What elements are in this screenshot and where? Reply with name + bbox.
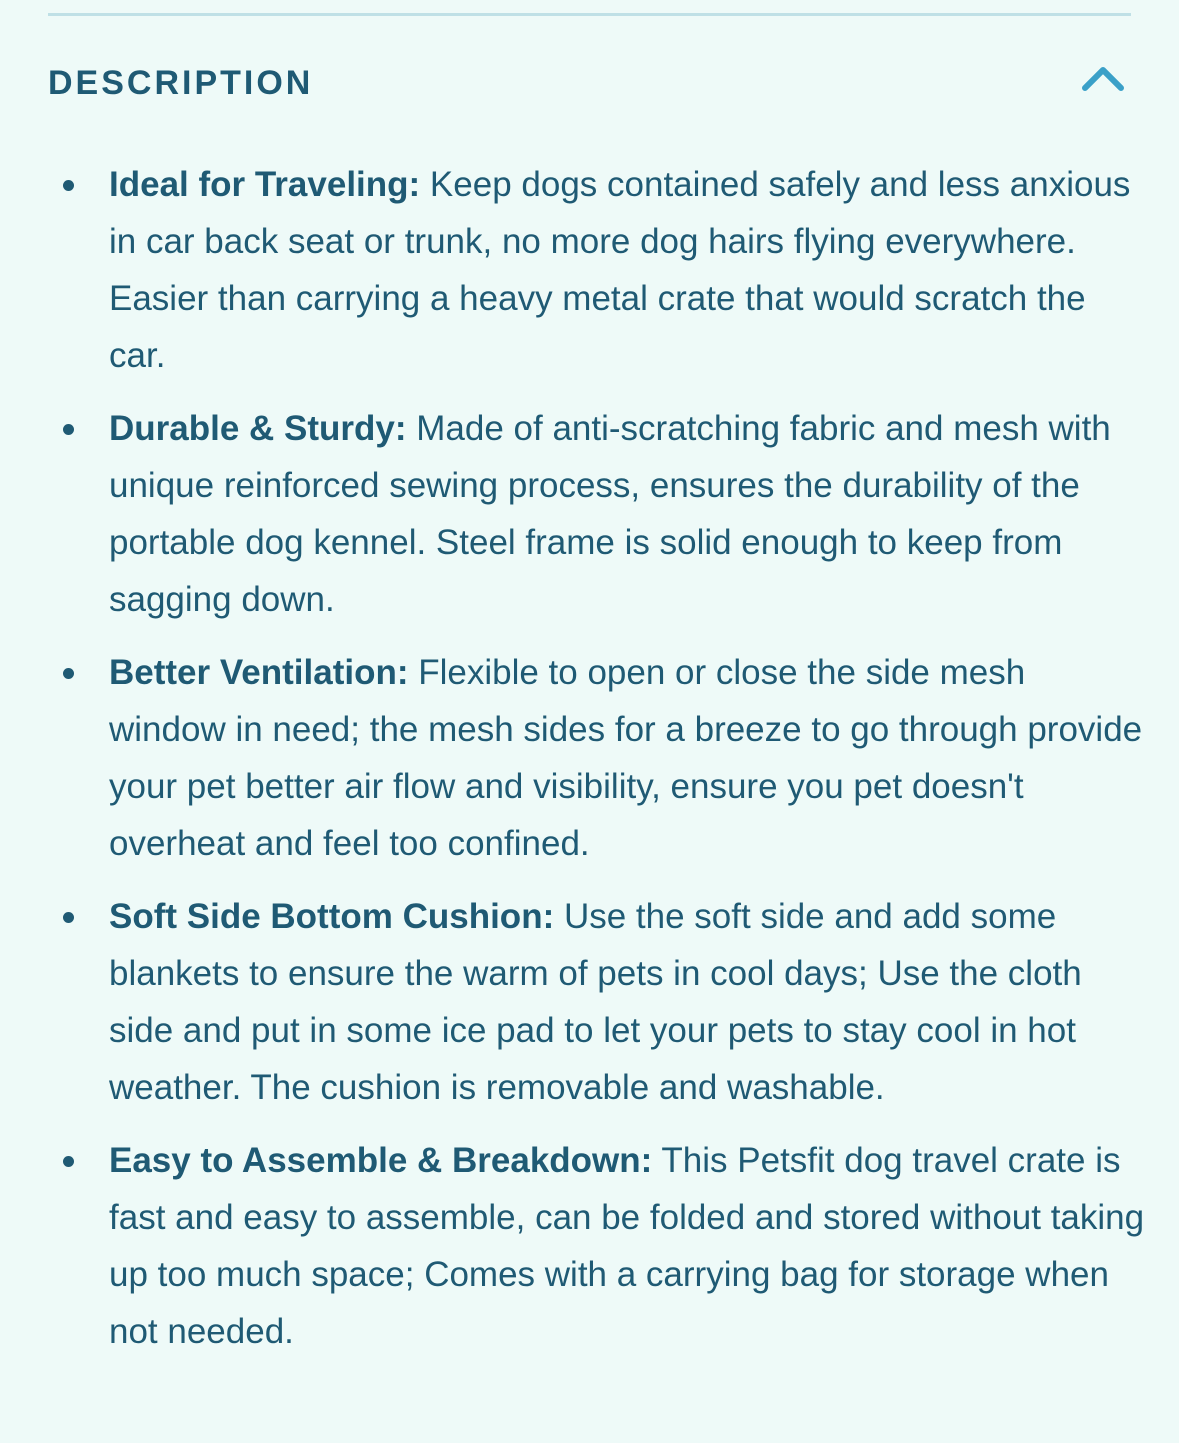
item-text: Use the soft side and add some blankets to ensure the warm of pets in cool days; Use the cloth side and put in some ice pad to let your pets to stay cool in hot weather. The cushion is removable and washable.: [109, 897, 1082, 1107]
item-title: Easy to Assemble & Breakdown:: [109, 1141, 653, 1180]
section-title: DESCRIPTION: [48, 64, 314, 102]
item-title: Better Ventilation:: [109, 653, 409, 692]
bullet-dot: [63, 424, 74, 435]
bullet-dot: [63, 1156, 74, 1167]
item-text: This Petsfit dog travel crate is fast and easy to assemble, can be folded and stored without taking up too much space; Comes with a carrying bag for storage when not needed.: [109, 1141, 1145, 1351]
collapse-toggle-button[interactable]: [1079, 60, 1127, 96]
list-item: [0, 400, 1179, 628]
item-title: Durable & Sturdy:: [109, 409, 407, 448]
chevron-up-icon: [1079, 60, 1127, 96]
item-text: Made of anti-scratching fabric and mesh with unique reinforced sewing process, ensures the durability of the portable dog kennel. Steel frame is solid enough to keep from sagging down.: [109, 409, 1111, 619]
list-item: [0, 888, 1179, 1116]
bullet-dot: [63, 668, 74, 679]
bullet-dot: [63, 180, 74, 191]
list-item: [0, 156, 1179, 384]
item-text: Flexible to open or close the side mesh window in need; the mesh sides for a breeze to go through provide your pet better air flow and visibility, ensure you pet doesn't overheat and feel too confined.: [109, 653, 1143, 863]
list-item: [0, 1132, 1179, 1360]
bullet-dot: [63, 912, 74, 923]
top-divider: [48, 13, 1131, 16]
list-item: [0, 644, 1179, 872]
item-title: Soft Side Bottom Cushion:: [109, 897, 555, 936]
section-header[interactable]: [48, 52, 1131, 114]
description-list: [0, 156, 1179, 1376]
item-title: Ideal for Traveling:: [109, 165, 421, 204]
item-text: Keep dogs contained safely and less anxious in car back seat or trunk, no more dog hairs flying everywhere. Easier than carrying a heavy metal crate that would scratch the car.: [109, 165, 1131, 375]
